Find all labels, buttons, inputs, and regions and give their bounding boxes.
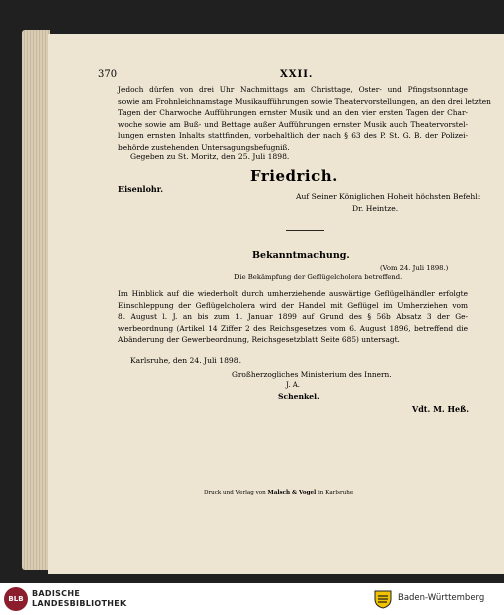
text-line: werbeordnung (Artikel 14 Ziffer 2 des Reichsgesetzes vom 6. August 1896, betreffend die: [118, 323, 468, 333]
footer-bar: [0, 583, 504, 615]
page-number: 370: [98, 69, 118, 80]
notice-body: [118, 288, 468, 346]
signature-friedrich: Friedrich.: [250, 167, 338, 185]
text-line: Tagen der Charwoche Aufführungen ernster Musik und an den vier ersten Tagen der Char-: [118, 108, 468, 118]
intro-paragraph: [118, 84, 491, 154]
blb-logo-icon[interactable]: BLB: [4, 587, 28, 611]
page-stack-edge: [22, 30, 50, 570]
notice-date: (Vom 24. Juli 1898.): [380, 264, 449, 272]
section-number: XXII.: [280, 69, 314, 80]
printer-firm: Malsch & Vogel: [267, 490, 317, 496]
order-line: Auf Seiner Königlichen Hoheit höchsten Befehl:: [296, 192, 481, 201]
ia-mark: J. A.: [286, 381, 300, 389]
dated-line: Gegeben zu St. Moritz, den 25. Juli 1898.: [130, 152, 290, 161]
notice-signer: Schenkel.: [278, 392, 320, 401]
library-name-line2: LANDESBIBLIOTHEK: [32, 599, 127, 608]
library-name-line1: BADISCHE: [32, 589, 81, 598]
coat-of-arms-icon: [372, 589, 394, 609]
counter-signer: Dr. Heintze.: [352, 204, 399, 213]
printer-prefix: Druck und Verlag von: [204, 490, 266, 496]
text-line: 8. August l. J. an bis zum 1. Januar 1899 auf Grund des § 56b Absatz 3 der Ge-: [118, 312, 468, 322]
printer-imprint: [204, 490, 353, 496]
text-line: woche sowie am Buß- und Bettage außer Aufführungen ernster Musik auch Theatervorstel-: [118, 119, 468, 129]
notice-subject: Die Bekämpfung der Geflügelcholera betreffend.: [234, 273, 403, 281]
text-line: behörde zustehenden Untersagungsbefugniß.: [118, 142, 290, 152]
text-line: Jedoch dürfen von drei Uhr Nachmittags am Christtage, Oster- und Pfingstsonntage: [118, 85, 468, 94]
section-divider: [286, 230, 324, 231]
text-line: Einschleppung der Geflügelcholera wird der Handel mit Geflügel im Umherziehen vom: [118, 300, 468, 310]
state-name: Baden-Württemberg: [398, 593, 485, 603]
minister-name: Eisenlohr.: [118, 184, 164, 194]
notice-title: Bekanntmachung.: [252, 250, 350, 261]
notice-place-date: Karlsruhe, den 24. Juli 1898.: [130, 356, 241, 365]
vdt-signer: Vdt. M. Heß.: [412, 404, 470, 414]
text-line: sowie am Frohnleichnamstage Musikaufführungen sowie Theatervorstellungen, an den drei letzten: [118, 96, 491, 106]
library-name: [32, 589, 127, 609]
text-line: Abänderung der Gewerbeordnung, Reichsgesetzblatt Seite 685) untersagt.: [118, 335, 400, 345]
text-line: Im Hinblick auf die wiederholt durch umherziehende auswärtige Geflügelhändler erfolgte: [118, 289, 468, 298]
text-line: lungen ernsten Inhalts stattfinden, vorbehaltlich der nach § 63 des P. St. G. B. der Polizei-: [118, 131, 468, 141]
printer-suffix: in Karlsruhe: [317, 490, 354, 496]
ministry-name: Großherzogliches Ministerium des Innern.: [232, 370, 392, 379]
